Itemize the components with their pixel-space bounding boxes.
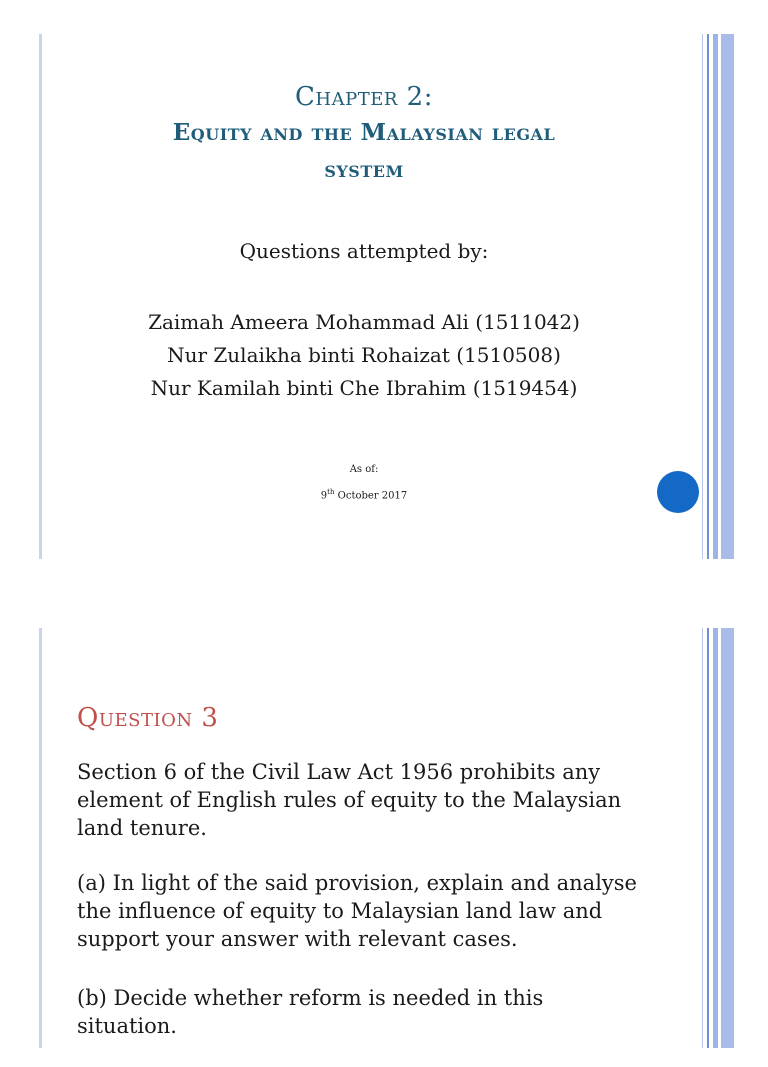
question-paragraph: (b) Decide whether reform is needed in this situation. bbox=[77, 986, 544, 1038]
decorative-circle bbox=[657, 471, 699, 513]
chapter-title-line-1: Equity and the Malaysian legal bbox=[172, 119, 556, 146]
right-border-rules bbox=[702, 628, 734, 1048]
slide-title bbox=[60, 82, 668, 188]
date-text: 9th October 2017 bbox=[320, 488, 408, 502]
question-slide bbox=[0, 628, 768, 1048]
question-body bbox=[77, 758, 642, 1067]
author-list bbox=[60, 306, 668, 405]
author-name: Zaimah Ameera Mohammad Ali (1511042) bbox=[148, 310, 580, 334]
chapter-title-line-2: system bbox=[324, 156, 404, 183]
as-of-block bbox=[60, 459, 668, 507]
chapter-number: Chapter 2: bbox=[295, 82, 433, 112]
question-paragraph: Section 6 of the Civil Law Act 1956 prohibits any element of English rules of equity to the Malaysian land tenure. bbox=[77, 760, 622, 840]
left-border-rule bbox=[39, 34, 42, 559]
right-border-rules bbox=[702, 34, 734, 559]
as-of-label: As of: bbox=[349, 464, 379, 475]
title-slide bbox=[0, 34, 768, 559]
question-heading: Question 3 bbox=[77, 703, 219, 733]
author-name: Nur Zulaikha binti Rohaizat (1510508) bbox=[167, 343, 561, 367]
author-name: Nur Kamilah binti Che Ibrahim (1519454) bbox=[150, 376, 578, 400]
question-paragraph: (a) In light of the said provision, explain and analyse the influence of equity to Malaysian land law and support your answer with relevant cases. bbox=[77, 871, 637, 951]
left-border-rule bbox=[39, 628, 42, 1048]
attempted-by-label: Questions attempted by: bbox=[239, 239, 489, 263]
